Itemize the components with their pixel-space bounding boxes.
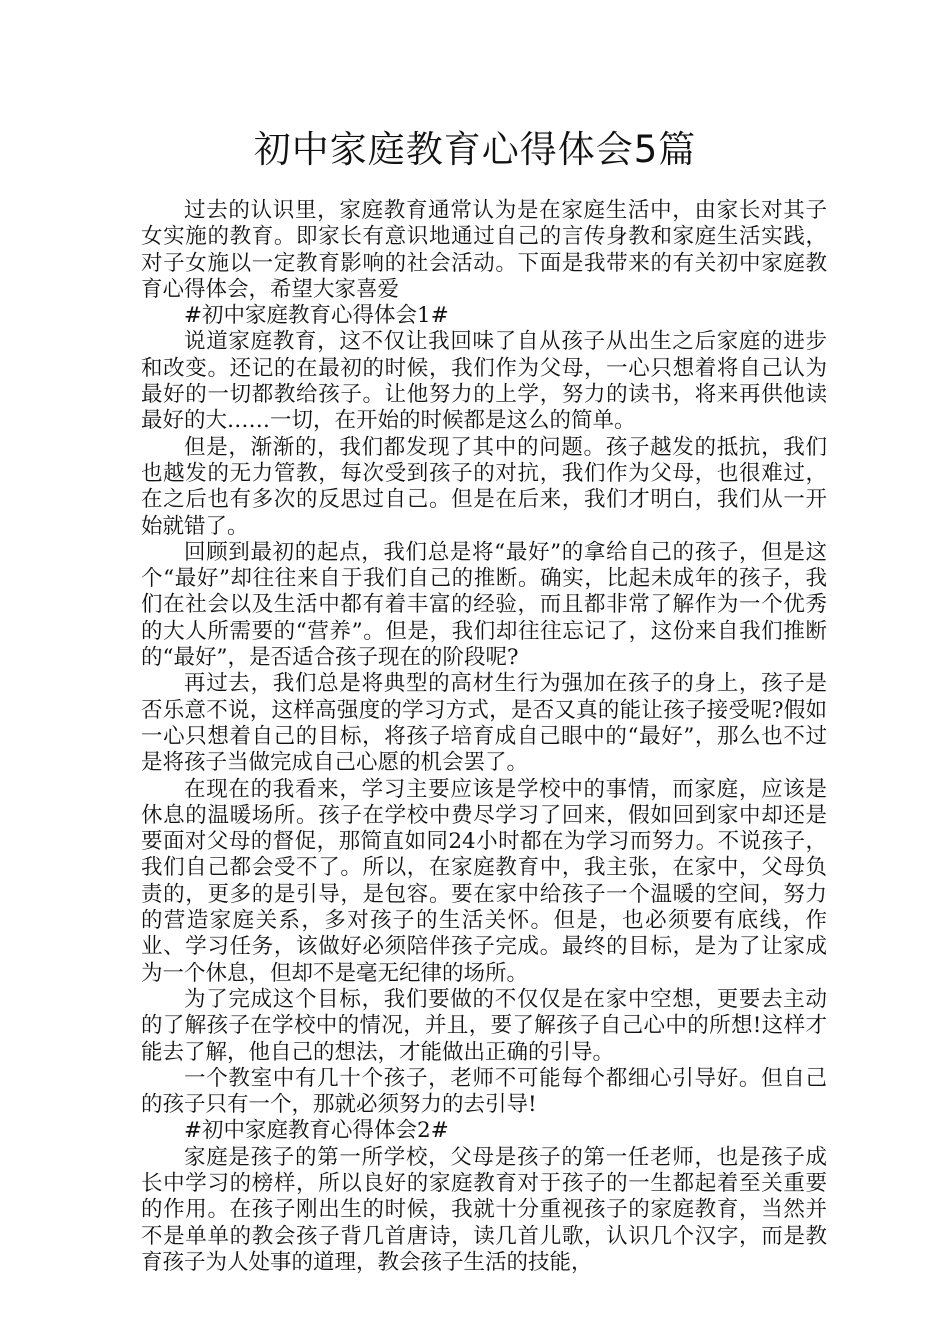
section-heading-2: #初中家庭教育心得体会2#	[184, 1118, 449, 1144]
paragraph-intro: 过去的认识里，家庭教育通常认为是在家庭生活中，由家长对其子女实施的教育。即家长有意识地通过自己的言传身教和家庭生活实践，对子女施以一定教育影响的社会活动。下面是我带来的有关初中家庭教育心得体会，希望大家喜爱	[141, 198, 827, 302]
section-heading-1: #初中家庭教育心得体会1#	[184, 303, 449, 329]
document-title: 初中家庭教育心得体会5篇	[253, 128, 697, 171]
paragraph: 为了完成这个目标，我们要做的不仅仅是在家中空想，更要去主动的了解孩子在学校中的情况，并且，要了解孩子自己心中的所想!这样才能去了解，他自己的想法，才能做出正确的引导。	[141, 986, 827, 1065]
paragraph: 但是，渐渐的，我们都发现了其中的问题。孩子越发的抵抗，我们也越发的无力管教，每次受到孩子的对抗，我们作为父母，也很难过，在之后也有多次的反思过自己。但是在后来，我们才明白，我们从一开始就错了。	[141, 434, 827, 539]
paragraph: 家庭是孩子的第一所学校，父母是孩子的第一任老师，也是孩子成长中学习的榜样，所以良好的家庭教育对于孩子的一生都起着至关重要的作用。在孩子刚出生的时候，我就十分重视孩子的家庭教育，当然并不是单单的教会孩子背几首唐诗，读几首儿歌，认识几个汉字，而是教育孩子为人处事的道理，教会孩子生活的技能，	[141, 1144, 827, 1275]
paragraph: 说道家庭教育，这不仅让我回味了自从孩子从出生之后家庭的进步和改变。还记的在最初的时候，我们作为父母，一心只想着将自己认为最好的一切都教给孩子。让他努力的上学，努力的读书，将来再供他读最好的大……一切，在开始的时候都是这么的简单。	[141, 329, 827, 434]
paragraph: 回顾到最初的起点，我们总是将“最好”的拿给自己的孩子，但是这个“最好”却往往来自于我们自己的推断。确实，比起未成年的孩子，我们在社会以及生活中都有着丰富的经验，而且都非常了解作为一个优秀的大人所需要的“营养”。但是，我们却往往忘记了，这份来自我们推断的“最好”，是否适合孩子现在的阶段呢?	[141, 539, 827, 671]
paragraph: 一个教室中有几十个孩子，老师不可能每个都细心引导好。但自己的孩子只有一个，那就必须努力的去引导!	[141, 1065, 827, 1118]
paragraph: 再过去，我们总是将典型的高材生行为强加在孩子的身上，孩子是否乐意不说，这样高强度的学习方式，是否又真的能让孩子接受呢?假如一心只想着自己的目标，将孩子培育成自己眼中的“最好”，那么也不过是将孩子当做完成自己心愿的机会罢了。	[141, 671, 827, 776]
paragraph: 在现在的我看来，学习主要应该是学校中的事情，而家庭，应该是休息的温暖场所。孩子在学校中费尽学习了回来，假如回到家中却还是要面对父母的督促，那简直如同24小时都在为学习而努力。不说孩子，我们自己都会受不了。所以，在家庭教育中，我主张，在家中，父母负责的，更多的是引导，是包容。要在家中给孩子一个温暖的空间，努力的营造家庭关系，多对孩子的生活关怀。但是，也必须要有底线，作业、学习任务，该做好必须陪伴孩子完成。最终的目标，是为了让家成为一个休息，但却不是毫无纪律的场所。	[141, 776, 827, 986]
document-body	[141, 198, 827, 1276]
